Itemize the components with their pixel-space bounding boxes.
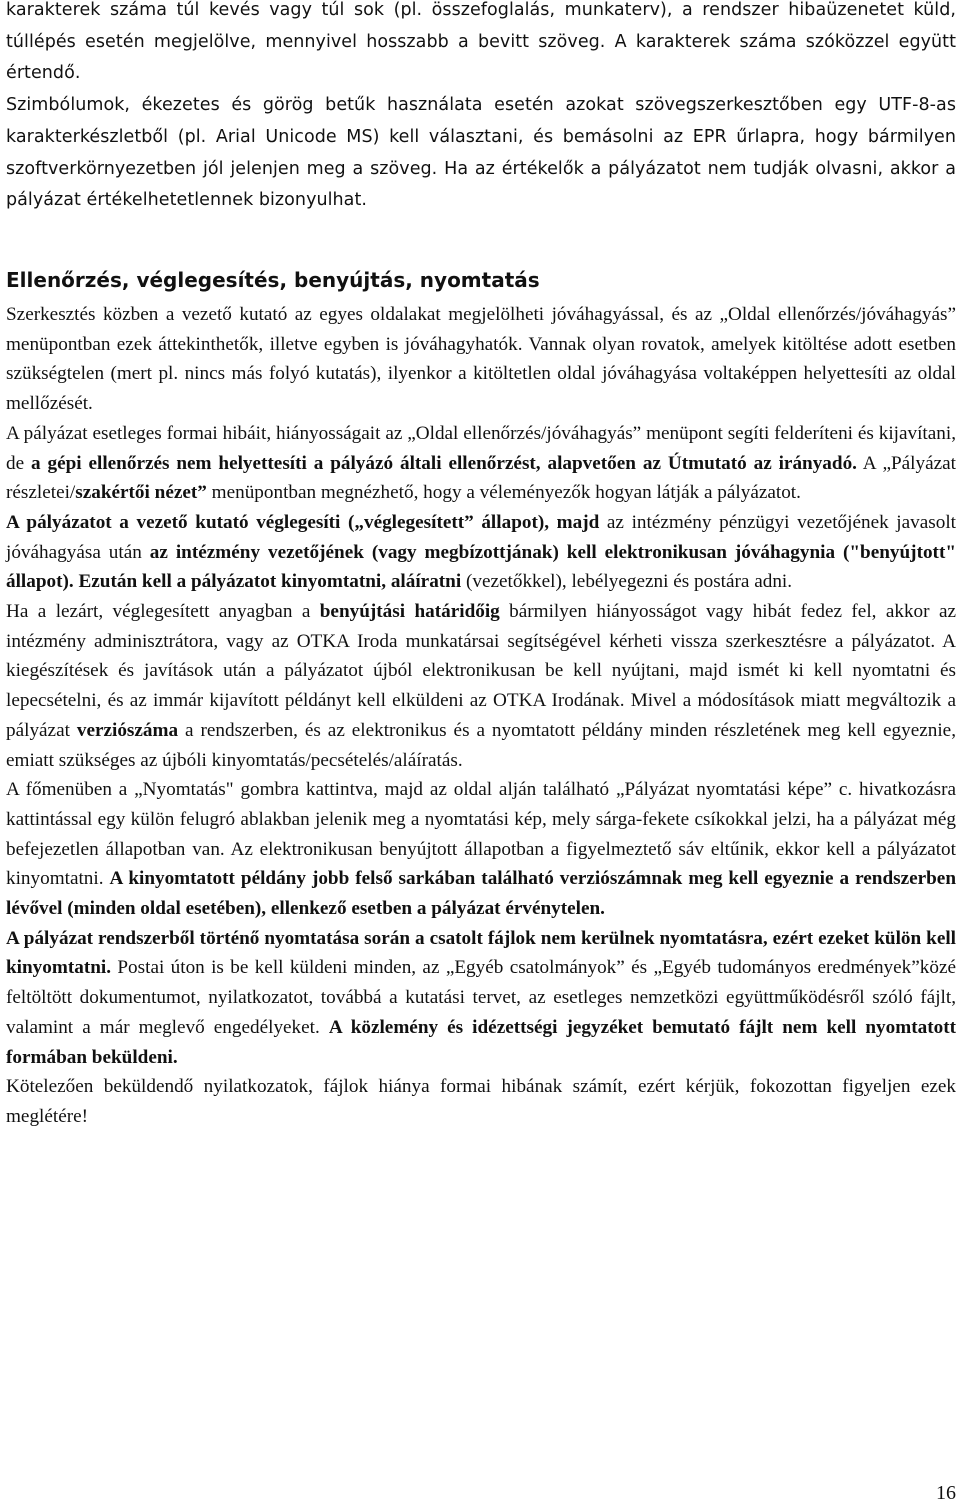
bold-span: A pályázat rendszerből történő nyomtatása során a csatolt fájlok nem kerülnek nyomtatásra, ezért ezeket külön kell kinyomtatni.	[6, 927, 956, 979]
document-page	[6, 0, 956, 1127]
paragraph-attachments	[6, 924, 956, 1073]
bold-span: a gépi ellenőrzés nem helyettesíti a pályázó általi ellenőrzést, alapvetően az Útmutató az irányadó.	[31, 452, 857, 474]
text-span: az intézmény pénzügyi vezetőjének javasolt jóváhagyása után	[6, 511, 956, 563]
bold-span: A pályázatot a vezető kutató véglegesíti („véglegesített” állapot), majd	[6, 511, 600, 533]
text-span: bármilyen hiányosságot vagy hibát fedez fel, akkor az intézmény adminisztrátora, vagy az OTKA Iroda munkatársai segítségével kérheti vissza szerkesztésre a pályázatot. A kiegészítések és javítások után a pályázatot újból elektronikusan be kell nyújtani, majd ismét ki kell nyomtatni és lepecsételni, és az immár kijavított példányt kell elküldeni az OTKA Irodának. Mivel a módosítások miatt megváltozik a pályázat	[6, 601, 956, 741]
paragraph-printing	[6, 775, 956, 924]
bold-span: A közlemény és idézettségi jegyzéket bemutató fájlt nem kell nyomtatott formában beküldeni.	[6, 1016, 956, 1068]
paragraph-approval: Szerkesztés közben a vezető kutató az egyes oldalakat megjelölheti jóváhagyással, és az „Oldal ellenőrzés/jóváhagyás” menüpontban ezek áttekinthetők, illetve egyben is jóváhagyhatók. Vannak olyan rovatok, amelyek kitöltése adott esetben szükségtelen (mert pl. nincs más folyó kutatás), ilyenkor a kitöltetlen oldal jóváhagyása voltaképpen helyettesíti az oldal mellőzését.	[6, 304, 956, 415]
text-span: Ha a lezárt, véglegesített anyagban a	[6, 601, 320, 623]
bold-span: A kinyomtatott példány jobb felső sarkában található verziószámnak meg kell egyeznie a rendszerben lévővel (minden oldal esetében), ellenkező esetben a pályázat érvénytelen.	[6, 868, 956, 920]
page-number: 16	[936, 1482, 956, 1504]
text-span: Postai úton is be kell küldeni minden, az „Egyéb csatolmányok” és „Egyéb tudományos eredmények”közé feltöltött dokumentumot, nyilatkozatot, továbbá a kutatási tervet, az esetleges nemzetközi együttműködésről szóló fájlt, valamint a már meglevő engedélyeket.	[6, 957, 956, 1038]
bold-span: az intézmény vezetőjének (vagy megbízottjának) kell elektronikusan jóváhagynia ("benyújtott" állapot). Ezután kell a pályázatot kinyomtatni, aláíratni	[6, 541, 956, 593]
bold-span: szakértői nézet”	[75, 482, 207, 504]
text-span: A pályázat esetleges formai hibáit, hiányosságait az „Oldal ellenőrzés/jóváhagyás” menüpont segíti felderíteni és kijavítani, de	[6, 422, 956, 474]
text-span: (vezetőkkel), lebélyegezni és postára adni.	[461, 571, 793, 593]
paragraph-formal-errors	[6, 419, 956, 508]
bold-span: benyújtási határidőig	[319, 601, 500, 623]
intro-paragraph-unicode: Szimbólumok, ékezetes és görög betűk használata esetén azokat szövegszerkesztőben egy UTF-8-as karakterkészletből (pl. Arial Unicode MS) kell választani, és bemásolni az EPR űrlapra, hogy bármilyen szoftverkörnyezetben jól jelenjen meg a szöveg. Ha az értékelők a pályázatot nem tudják olvasni, akkor a pályázat értékelhetetlennek bizonyulhat.	[6, 95, 956, 211]
text-span: A „Pályázat részletei/	[6, 452, 956, 504]
section-body	[6, 300, 956, 1132]
intro-paragraph-character-limit: karakterek száma túl kevés vagy túl sok (pl. összefoglalás, munkaterv), a rendszer hibaüzenetet küld, túllépés esetén megjelölve, mennyivel hosszabb a bevitt szöveg. A karakterek száma szóközzel együtt értendő.	[6, 0, 956, 84]
paragraph-resubmission	[6, 597, 956, 775]
section-heading: Ellenőrzés, véglegesítés, benyújtás, nyomtatás	[6, 268, 540, 292]
paragraph-finalization	[6, 508, 956, 597]
text-span: menüpontban megnézhető, hogy a véleményezők hogyan látják a pályázatot.	[206, 482, 801, 504]
intro-section	[6, 0, 956, 217]
bold-span: verziószáma	[76, 719, 179, 741]
text-span: a rendszerben, és az elektronikus és a nyomtatott példány minden részletének meg kell egyeznie, emiatt szükséges az újbóli kinyomtatás/pecsételés/aláíratás.	[6, 719, 956, 771]
text-span: A főmenüben a „Nyomtatás" gombra kattintva, majd az oldal alján található „Pályázat nyomtatási képe” c. hivatkozásra kattintással egy külön felugró ablakban jelenik meg a nyomtatási kép, mely sárga-fekete csíkokkal jelzi, ha a pályázat még befejezetlen állapotban van. Az elektronikusan benyújtott állapotban a figyelmeztető sáv eltűnik, ekkor kell a pályázatot kinyomtatni.	[6, 779, 956, 890]
paragraph-mandatory-declarations: Kötelezően beküldendő nyilatkozatok, fájlok hiánya formai hibának számít, ezért kérjük, fokozottan figyeljen ezek meglétére!	[6, 1076, 956, 1127]
